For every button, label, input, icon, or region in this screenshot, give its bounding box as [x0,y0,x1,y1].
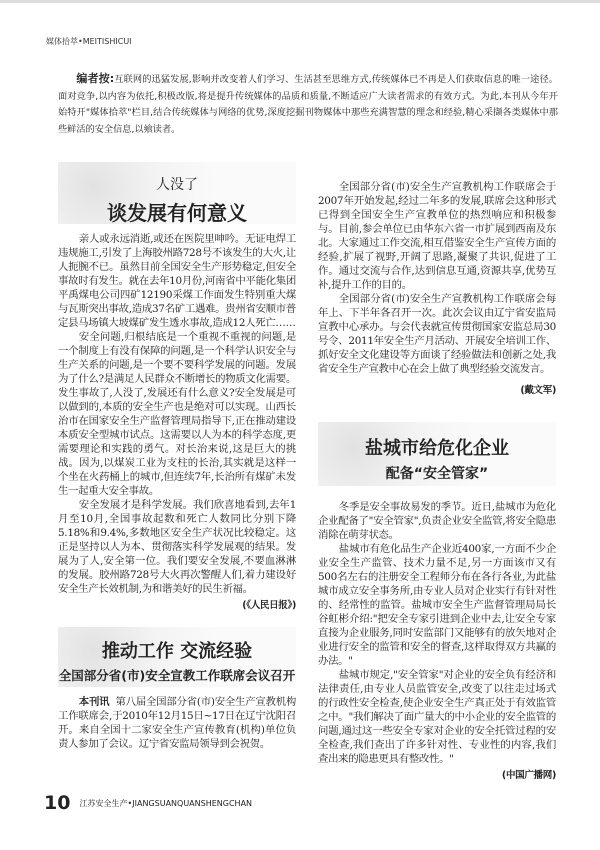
page-footer [44,792,252,814]
article3-source: (中国广播网) [501,770,556,781]
article2-body-left [58,695,296,751]
article1-source: (《人民日报》) [242,600,296,611]
article3-paragraph: 盐城市规定,"安全管家"对企业的安全负有经济和法律责任,由专业人员监管安全,改变了以往走过场式的行政性安全检查,使企业安全生产真正处于有效监管之中。"我们解决了面广量大的中小企业的安全监管的问题,通过这一些安全专家对企业的安全托管过程的安全检查,我们查出了许多针对性、专业性的内容,我们查出来的隐患更具有整改性。" [318,669,556,765]
article2-lead: 本刊讯 [78,696,110,708]
article2-paragraph: 全国部分省(市)安全生产宣教机构工作联席会于2007年开始发起,经过二年多的发展,联席会这种形式已得到全国安全生产宣教单位的热烈响应和积极参与。目前,参会单位已由华东六省一市扩展到西南及东北。大家通过工作交流,相互借鉴安全生产宣传方面的经验,扩展了视野,开阔了思路,凝聚了共识,促进了工作。通过交流与合作,达到信息互通,资源共享,优势互补,提升工作的目的。 [318,181,556,291]
article2-body-right [318,180,556,398]
article1-title-line2: 谈发展有何意义 [107,201,247,225]
article2-title-box [58,627,296,687]
article1-title-box [58,162,296,224]
editor-note-label: 编者按: [76,72,115,85]
section-header: 媒体拾萃•MEITISHICUI [46,37,132,46]
article1-title-line1: 人没了 [156,177,198,193]
article1-paragraph: 亲人或永远消逝,或还在医院里呻吟。无证电焊工违规施工,引发了上海胶州路728号不该发生的大火,让人扼腕不已。虽然目前全国安全生产形势稳定,但安全事故时有发生。就在去年10月份,河南省中平能化集团平禹煤电公司四矿12190采煤工作面发生特别重大煤与瓦斯突出事故,造成37名矿工遇难。贵州省安顺市普定县马场镇大坡煤矿发生透水事故,造成12人死亡…… [58,233,296,329]
article2-title-line1: 推动工作 交流经验 [101,641,253,662]
editor-note [58,71,558,138]
article2-source: (戴文军) [520,385,556,396]
article2-title-line2: 全国部分省(市)安全宣教工作联席会议召开 [58,668,296,683]
article3-title-line2: 配备“安全管家” [385,466,489,482]
article1-body [58,232,296,613]
article3-body [318,500,556,783]
article2-paragraph: 全国部分省(市)安全生产宣教机构工作联席会每年上、下半年各召开一次。此次会议由辽宁省安监局宣教中心承办。与会代表就宣传贯彻国家安监总局30号令、2011年安全生产月活动、开展安全培训工作、抓好安全文化建设等方面谈了经验做法和创新之处,我省安全生产宣教中心在会上做了典型经验交流发言。 [318,293,556,375]
article3-title-line1: 盐城市给危化企业 [365,438,509,459]
top-rule [0,0,600,3]
article3-paragraph: 盐城市有危化品生产企业近400家,一方面不少企业安全生产监管、技术力量不足,另一方面该市又有500名左右的注册安全工程师分布在各行各业,为此盐城市成立安全事务所,由专业人员对企业实行有针对性的、经常性的监管。盐城市安全生产监督管理局局长谷虹彬介绍:"把安全专家引进到企业中去,让安全专家直接为企业服务,同时安监部门又能够有的放矢地对企业进行安全的监管和安全的督查,这样取得双方共赢的办法。" [318,543,556,667]
article3-title-box [318,422,556,486]
magazine-name: 江苏安全生产•JIANGSUANQUANSHENGCHAN [79,798,253,808]
editor-note-text: 互联网的迅猛发展,影响并改变着人们学习、生活甚至思维方式,传统媒体已不再是人们获取信息的唯一途径。面对竞争,以内容为依托,积极改版,将是提升传统媒体的品质和质量,不断适应广大读者需求的有效方式。为此,本刊从今年开始特开"媒体拾萃"栏目,结合传统媒体与网络的优势,深度挖掘刊物媒体中那些充满智慧的理念和经验,精心采撷各类媒体中那些鲜活的安全信息,以飨读者。 [58,74,558,135]
article1-paragraph: 安全发展才是科学发展。我们欣喜地看到,去年1月至10月,全国事故起数和死亡人数同比分别下降5.18%和9.4%,多数地区安全生产状况比较稳定。这正是坚持以人为本、贯彻落实科学发展观的结果。发展为了人,安全第一位。我们要安全发展,不要血淋淋的发展。胶州路728号大火再次警醒人们,着力建设好安全生产长效机制,为和谐美好的民生祈福。 [58,499,296,595]
page-number: 10 [44,792,71,814]
right-column [318,180,556,783]
article2-paragraph: 第八届全国部分省(市)安全生产宣教机构工作联席会,于2010年12月15日~17日在辽宁沈阳召开。来自全国十二家安全生产宣传教育(机构)单位负责人参加了会议。辽宁省安监局领导到会祝贺。 [58,696,296,750]
article1-paragraph: 安全问题,归根结底是一个重视不重视的问题,是一个制度上有没有保障的问题,是一个科学认识安全与生产关系的问题,是一个要不要科学发展的问题。发展为了什么?是满足人民群众不断增长的物质文化需要。发生事故了,人没了,发展还有什么意义?安全发展是可以做到的,本质的安全生产也是绝对可以实现。山西长治市在国家安全生产监督管理局指导下,正在推动建设本质安全型城市试点。这需要以人为本的科学态度,更需要理论和实践的勇气。对长治来说,这是巨大的挑战。因为,以煤炭工业为支柱的长治,其实就是这样一个坐在火药桶上的城市,但连续7年,长治所有煤矿未发生一起重大安全事故。 [58,331,296,497]
article3-paragraph: 冬季是安全事故易发的季节。近日,盐城市为危化企业配备了"安全管家",负责企业安全监管,将安全隐患消除在萌芽状态。 [318,501,556,541]
left-column [58,162,296,751]
